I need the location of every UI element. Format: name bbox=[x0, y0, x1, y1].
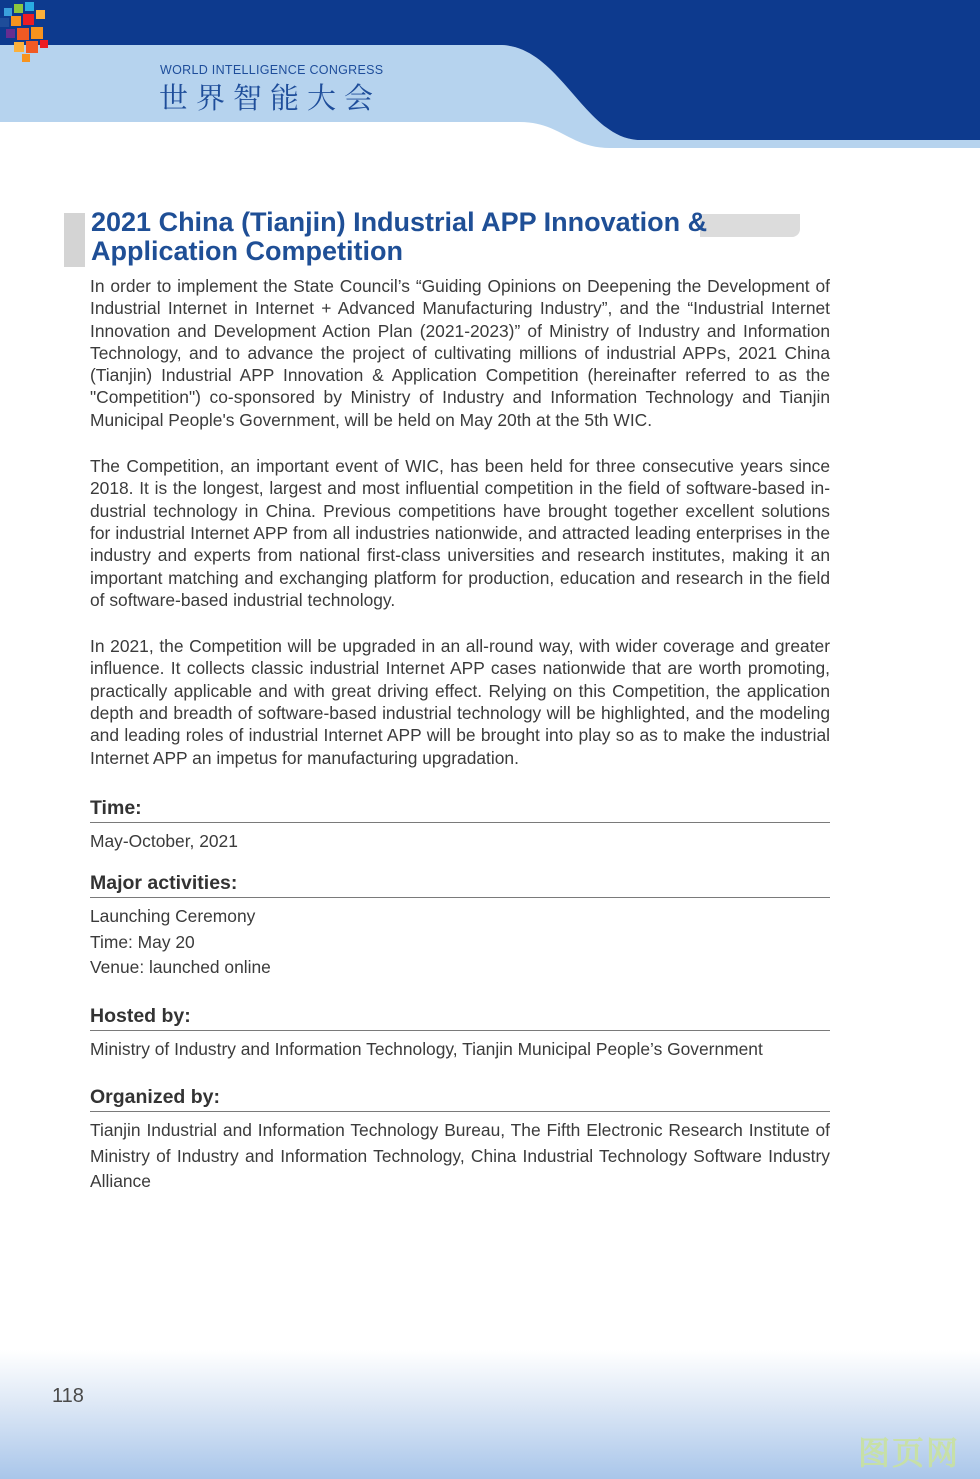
article-body bbox=[90, 275, 830, 1195]
section-heading: Organized by: bbox=[90, 1086, 830, 1112]
section-activities bbox=[90, 872, 830, 981]
section-time bbox=[90, 797, 830, 855]
paragraph-history: The Competition, an important event of WIC, has been held for three consecutive years since 2018. It is the longest, largest and most influential competition in the field of software-based industrial technology in China. Previous competitions have brought together excellent solutions for industrial Internet APP from all industries nationwide, and attracted leading enterprises in the industry and experts from national first-class universities and research institutes, making it an important matching and exchanging platform for production, education and research in the field of software-based industrial technology. bbox=[90, 456, 830, 610]
paragraph-intro: In order to implement the State Council’s “Guiding Opinions on Deepening the Development of Industrial Internet in Internet + Advanced Manufacturing Industry”, and the “Industrial Internet Innovation and Development Action Plan (2021-2023)” of Ministry of Industry and Information Technology, and to advance the project of cultivating millions of industrial APPs, 2021 China (Tianjin) Industrial APP Innovation & Application Competition (hereinafter referred to as the "Competition") co-sponsored by Ministry of Industry and Information Technology and Tianjin Municipal People's Government, will be held on May 20th at the 5th WIC. bbox=[90, 276, 830, 430]
section-line: Ministry of Industry and Information Technology, Tianjin Municipal People’s Government bbox=[90, 1038, 763, 1059]
section-line: Tianjin Industrial and Information Technology Bureau, The Fifth Electronic Research Institute of Ministry of Industry and Information Technology, China Industrial Technology Software Industry Alliance bbox=[90, 1120, 830, 1192]
section-heading: Major activities: bbox=[90, 872, 830, 898]
section-body bbox=[90, 1118, 830, 1195]
page-number: 118 bbox=[52, 1385, 84, 1407]
page-title: 2021 China (Tianjin) Industrial APP Innovation & Application Competition bbox=[91, 207, 708, 266]
wic-logo-icon bbox=[0, 0, 52, 62]
section-line: Launching Ceremony bbox=[90, 906, 256, 927]
section-heading: Time: bbox=[90, 797, 830, 823]
section-line: Time: May 20 bbox=[90, 931, 195, 952]
title-accent-bar bbox=[64, 213, 85, 267]
watermark: 图页网 bbox=[858, 1435, 961, 1471]
page-header bbox=[0, 0, 980, 160]
section-hosted bbox=[90, 1005, 830, 1063]
section-body bbox=[90, 829, 830, 855]
paragraph-2021: In 2021, the Competition will be upgraded in an all-round way, with wider coverage and greater influence. It collects classic industrial Internet APP cases nationwide that are worth promoting, practically applicable and with great driving effect. Relying on this Competition, the application depth and breadth of software-based industrial technology will be highlighted, and the modeling and leading roles of industrial Internet APP will be brought into play so as to make the industrial Internet APP an impetus for manufacturing upgradation. bbox=[90, 636, 830, 768]
section-line: Venue: launched online bbox=[90, 957, 271, 978]
section-organized bbox=[90, 1086, 830, 1195]
section-heading: Hosted by: bbox=[90, 1005, 830, 1031]
page-footer bbox=[0, 1350, 980, 1479]
section-body bbox=[90, 904, 830, 981]
section-body bbox=[90, 1037, 830, 1063]
brand-name-chinese: 世界智能大会 bbox=[159, 83, 382, 115]
header-banner bbox=[0, 0, 980, 160]
section-line: May-October, 2021 bbox=[90, 830, 238, 851]
brand-name-english: WORLD INTELLIGENCE CONGRESS bbox=[160, 63, 384, 77]
title-accent-tail bbox=[700, 214, 800, 237]
